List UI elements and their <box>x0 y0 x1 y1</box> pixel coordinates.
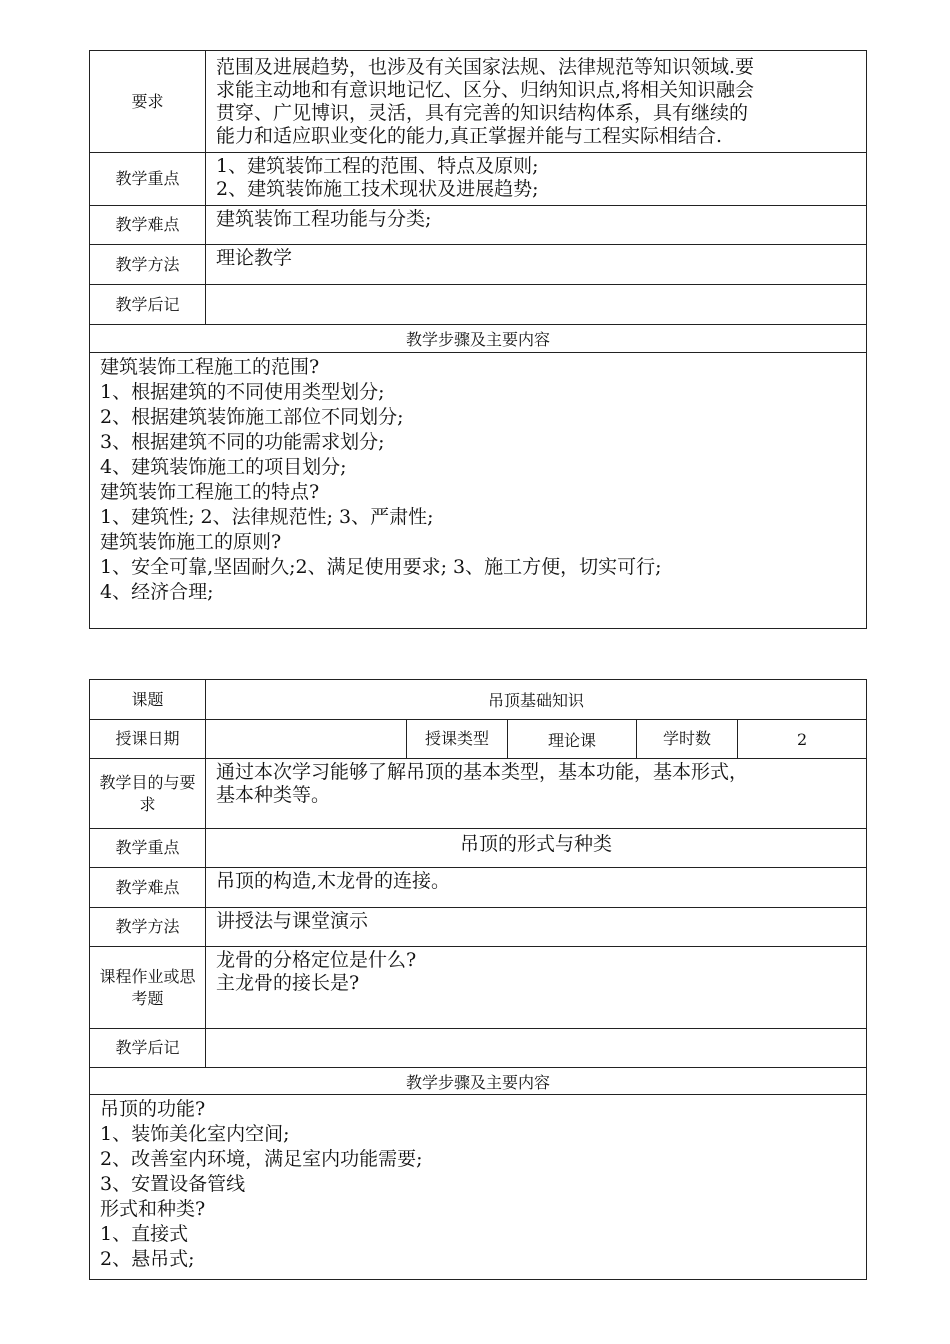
notes-label: 教学后记 <box>90 1029 206 1068</box>
text-line: 通过本次学习能够了解吊顶的基本类型，基本功能，基本形式， <box>216 761 749 783</box>
text-line: 范围及进展趋势，也涉及有关国家法规、法律规范等知识领域.要 <box>216 55 755 78</box>
step-line: 4、建筑装饰施工的项目划分; <box>100 456 347 478</box>
notes-row <box>90 285 867 325</box>
homework-value <box>206 947 867 1029</box>
step-line: 建筑装饰工程施工的特点? <box>100 481 320 503</box>
goal-value <box>206 759 867 829</box>
text-line: 龙骨的分格定位是什么? <box>216 949 417 971</box>
step-line: 1、建筑性; 2、法律规范性; 3、严肃性; <box>100 506 434 528</box>
text-line: 基本种类等。 <box>216 784 331 806</box>
type-value: 理论课 <box>508 720 637 759</box>
focus-label: 教学重点 <box>90 829 206 868</box>
type-label: 授课类型 <box>407 720 508 759</box>
text-line: 1、建筑装饰工程的范围、特点及原则; <box>216 155 539 177</box>
text-line: 2、建筑装饰施工技术现状及进展趋势; <box>216 178 539 200</box>
focus-value <box>206 153 867 206</box>
goal-label <box>90 759 206 829</box>
text-line: 主龙骨的接长是? <box>216 972 360 994</box>
difficulty-row <box>90 206 867 245</box>
step-line: 1、根据建筑的不同使用类型划分; <box>100 381 385 403</box>
lesson-info-row <box>90 720 867 759</box>
requirements-value <box>206 51 867 153</box>
text-line: 能力和适应职业变化的能力,真正掌握并能与工程实际相结合. <box>216 124 723 147</box>
step-line: 建筑装饰工程施工的范围? <box>100 356 320 378</box>
steps-content <box>90 353 867 629</box>
notes-value <box>206 1029 867 1068</box>
text-line: 理论教学 <box>216 247 293 269</box>
step-line: 4、经济合理; <box>100 581 214 603</box>
notes-label: 教学后记 <box>90 285 206 325</box>
difficulty-value: 吊顶的构造,木龙骨的连接。 <box>206 868 867 908</box>
difficulty-row <box>90 868 867 908</box>
steps-content <box>90 1095 867 1280</box>
step-line: 1、安全可靠,坚固耐久;2、满足使用要求; 3、施工方便，切实可行; <box>100 556 662 578</box>
method-value <box>206 245 867 285</box>
focus-label: 教学重点 <box>90 153 206 206</box>
lesson-table-2 <box>89 679 867 1280</box>
topic-label: 课题 <box>90 680 206 720</box>
step-line: 1、装饰美化室内空间; <box>100 1123 290 1145</box>
section-title: 教学步骤及主要内容 <box>90 325 867 353</box>
requirements-row <box>90 51 867 153</box>
text-line: 建筑装饰工程功能与分类; <box>216 208 432 230</box>
goal-row <box>90 759 867 829</box>
homework-label <box>90 947 206 1029</box>
step-line: 2、悬吊式; <box>100 1248 195 1270</box>
method-label: 教学方法 <box>90 908 206 947</box>
step-line: 吊顶的功能? <box>100 1098 206 1120</box>
method-value: 讲授法与课堂演示 <box>206 908 867 947</box>
focus-value: 吊顶的形式与种类 <box>206 829 867 868</box>
date-label: 授课日期 <box>90 720 206 759</box>
topic-row <box>90 680 867 720</box>
focus-row <box>90 153 867 206</box>
method-label: 教学方法 <box>90 245 206 285</box>
focus-row <box>90 829 867 868</box>
method-row <box>90 908 867 947</box>
text-line: 贯穿、广见博识，灵活，具有完善的知识结构体系，具有继续的 <box>216 101 749 124</box>
notes-value <box>206 285 867 325</box>
step-line: 3、根据建筑不同的功能需求划分; <box>100 431 385 453</box>
text-line: 求能主动地和有意识地记忆、区分、归纳知识点,将相关知识融会 <box>216 78 755 101</box>
section-title-row <box>90 1068 867 1095</box>
requirements-label: 要求 <box>90 51 206 153</box>
step-line: 1、直接式 <box>100 1223 189 1245</box>
method-row <box>90 245 867 285</box>
homework-label-text: 课程作业或思考题 <box>99 966 196 1008</box>
step-line: 2、改善室内环境，满足室内功能需要; <box>100 1148 423 1170</box>
difficulty-label: 教学难点 <box>90 868 206 908</box>
difficulty-value <box>206 206 867 245</box>
steps-row <box>90 353 867 629</box>
homework-row <box>90 947 867 1029</box>
step-line: 建筑装饰施工的原则? <box>100 531 282 553</box>
date-value <box>206 720 407 759</box>
step-line: 2、根据建筑装饰施工部位不同划分; <box>100 406 404 428</box>
hours-label: 学时数 <box>637 720 738 759</box>
difficulty-label: 教学难点 <box>90 206 206 245</box>
notes-row <box>90 1029 867 1068</box>
section-title: 教学步骤及主要内容 <box>90 1068 867 1095</box>
goal-label-text: 教学目的与要求 <box>99 772 196 814</box>
step-line: 形式和种类? <box>100 1198 206 1220</box>
section-title-row <box>90 325 867 353</box>
steps-row <box>90 1095 867 1280</box>
hours-value: 2 <box>738 720 867 759</box>
step-line: 3、安置设备管线 <box>100 1173 246 1195</box>
lesson-table-1 <box>89 50 867 629</box>
topic-value: 吊顶基础知识 <box>206 680 867 720</box>
